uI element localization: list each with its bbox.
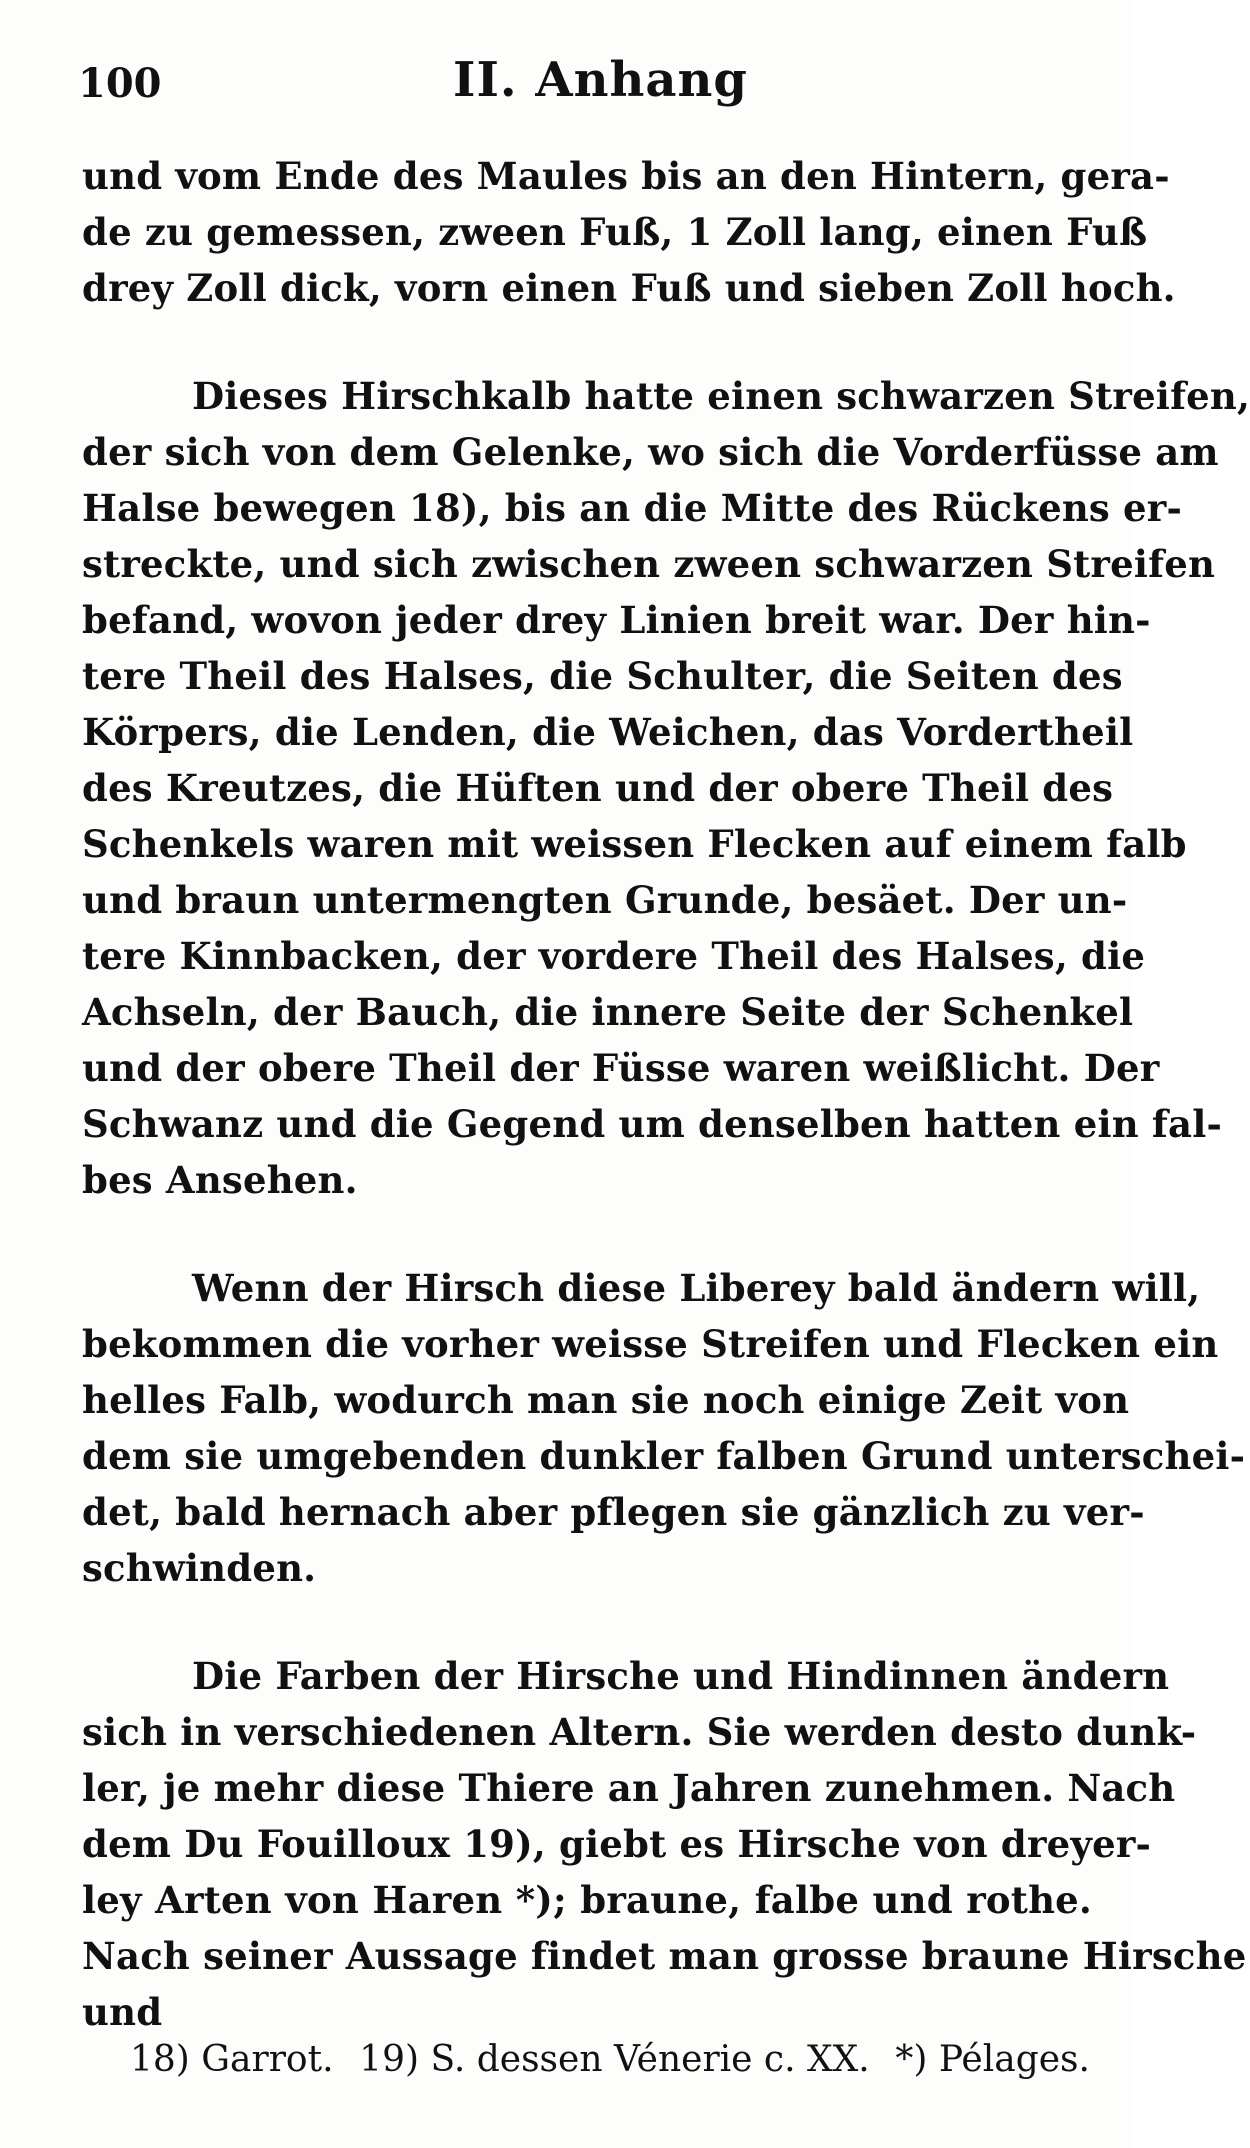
text-line: und der obere Theil der Füsse waren weißlicht. Der bbox=[82, 1046, 1160, 1090]
text-line: tere Theil des Halses, die Schulter, die Seiten des bbox=[82, 654, 1123, 698]
text-line: tere Kinnbacken, der vordere Theil des Halses, die bbox=[82, 934, 1146, 978]
text-line: ler, je mehr diese Thiere an Jahren zunehmen. Nach bbox=[82, 1766, 1176, 1810]
text-line: und braun untermengten Grunde, besäet. Der un- bbox=[82, 878, 1128, 922]
footnotes bbox=[130, 2032, 1090, 2088]
text-line: bekommen die vorher weisse Streifen und Flecken ein bbox=[82, 1322, 1219, 1366]
body-text bbox=[82, 148, 1250, 2040]
text-line: streckte, und sich zwischen zween schwarzen Streifen bbox=[82, 542, 1216, 586]
text-line: de zu gemessen, zween Fuß, 1 Zoll lang, einen Fuß bbox=[82, 210, 1148, 254]
text-line: Körpers, die Lenden, die Weichen, das Vordertheil bbox=[82, 710, 1134, 754]
text-line: ley Arten von Haren *); braune, falbe und rothe. bbox=[82, 1878, 1092, 1922]
footnote-18: 18) Garrot. bbox=[130, 2039, 334, 2080]
paragraph-2 bbox=[82, 368, 1250, 1208]
text-line: befand, wovon jeder drey Linien breit war. Der hin- bbox=[82, 598, 1151, 642]
text-line: Schwanz und die Gegend um denselben hatten ein fal- bbox=[82, 1102, 1223, 1146]
paragraph-gap bbox=[82, 1208, 1092, 1260]
text-line: bes Ansehen. bbox=[82, 1158, 358, 1202]
text-line: dem sie umgebenden dunkler falben Grund unterschei- bbox=[82, 1434, 1246, 1478]
text-line: und vom Ende des Maules bis an den Hintern, gera- bbox=[82, 154, 1170, 198]
paragraph-1 bbox=[82, 148, 1176, 316]
page-number: 100 bbox=[78, 60, 162, 107]
text-line: dem Du Fouilloux 19), giebt es Hirsche von dreyer- bbox=[82, 1822, 1152, 1866]
paragraph-4 bbox=[82, 1648, 1247, 2040]
text-line: Wenn der Hirsch diese Liberey bald ändern will, bbox=[192, 1266, 1201, 1310]
text-line: Halse bewegen 18), bis an die Mitte des Rückens er- bbox=[82, 486, 1183, 530]
footnote-19: 19) S. dessen Vénerie c. XX. bbox=[359, 2039, 870, 2080]
paragraph-3 bbox=[82, 1260, 1246, 1596]
text-line: Nach seiner Aussage findet man grosse braune Hirsche bbox=[82, 1934, 1247, 1978]
footnote-asterisk: *) Pélages. bbox=[895, 2039, 1090, 2080]
text-line: sich in verschiedenen Altern. Sie werden desto dunk- bbox=[82, 1710, 1197, 1754]
page-header bbox=[78, 52, 1098, 122]
text-line: und bbox=[82, 1990, 163, 2034]
text-line: des Kreutzes, die Hüften und der obere Theil des bbox=[82, 766, 1114, 810]
paragraph-gap bbox=[82, 316, 1092, 368]
text-line: Schenkels waren mit weissen Flecken auf einem falb bbox=[82, 822, 1187, 866]
text-line: drey Zoll dick, vorn einen Fuß und sieben Zoll hoch. bbox=[82, 266, 1176, 310]
text-line: der sich von dem Gelenke, wo sich die Vorderfüsse am bbox=[82, 430, 1219, 474]
running-head: II. Anhang bbox=[453, 52, 748, 108]
paragraph-gap bbox=[82, 1596, 1092, 1648]
text-line: det, bald hernach aber pflegen sie gänzlich zu ver- bbox=[82, 1490, 1145, 1534]
text-line: Dieses Hirschkalb hatte einen schwarzen Streifen, bbox=[192, 374, 1250, 418]
text-line: schwinden. bbox=[82, 1546, 317, 1590]
text-line: Die Farben der Hirsche und Hindinnen ändern bbox=[192, 1654, 1170, 1698]
text-line: Achseln, der Bauch, die innere Seite der Schenkel bbox=[82, 990, 1134, 1034]
text-line: helles Falb, wodurch man sie noch einige Zeit von bbox=[82, 1378, 1130, 1422]
